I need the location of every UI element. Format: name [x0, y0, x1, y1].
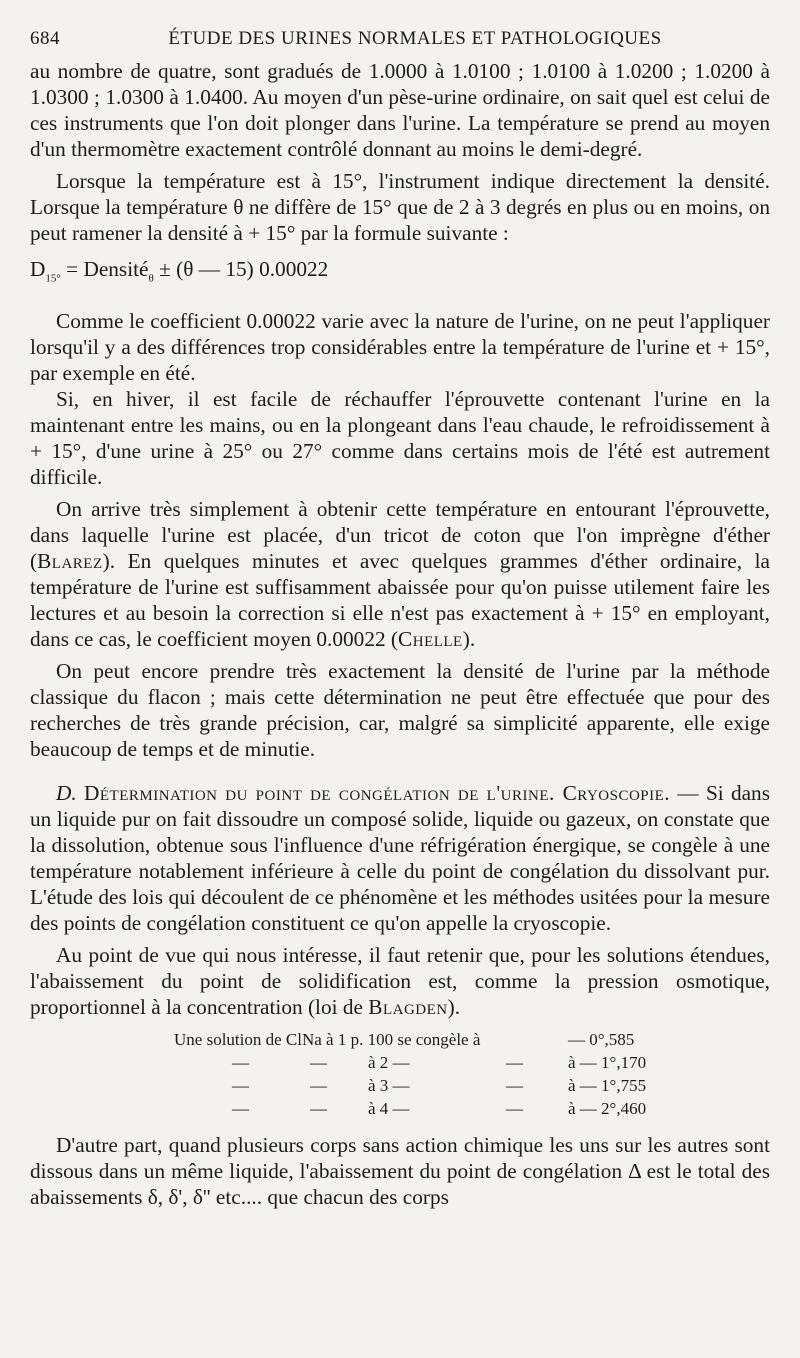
author-chelle: Chelle [398, 627, 463, 651]
p5-middle: ). En quelques minutes et avec quelques grammes d'éther ordinaire, la température de l'urine est suffisamment abaissée pour qu'on puisse utilement faire les lectures et au besoin la correction si elle n'est pas exactement à + 15° en employant, dans ce cas, le coefficient moyen 0.00022 ( [30, 549, 770, 651]
ditto-mark: — [506, 1099, 523, 1118]
formula-lhs: D [30, 257, 46, 281]
paragraph-additivity: D'autre part, quand plusieurs corps sans action chimique les uns sur les autres sont dissous dans un même liquide, l'abaissement du point de congélation Δ est le total des abaissements δ, δ', δ'' etc.... que chacun des corps [30, 1133, 770, 1209]
page-header [30, 22, 770, 58]
row-concentration: à 2 — [368, 1053, 410, 1072]
formula-mid: = Densité [60, 257, 149, 281]
ditto-mark: — [506, 1053, 523, 1072]
p5-before: On arrive très simplement à obtenir cette température en entourant l'éprouvette, dans laquelle l'urine est placée, d'un tricot de coton que l'on imprègne d'éther ( [30, 497, 770, 573]
row-concentration: à 4 — [368, 1099, 410, 1118]
p8-before: Au point de vue qui nous intéresse, il faut retenir que, pour les solutions étendues, l'abaissement du point de solidification est, comme la pression osmotique, proportionnel à la concentration (loi de [30, 943, 770, 1019]
ditto-mark: — [310, 1099, 327, 1118]
ditto-mark: — [232, 1076, 249, 1095]
formula-mid-subscript: θ [148, 272, 154, 285]
table-row [30, 1074, 770, 1097]
section-d-cryoscopy [30, 780, 770, 936]
ditto-mark: — [506, 1076, 523, 1095]
ditto-mark: — [232, 1053, 249, 1072]
row-lead: Une solution de ClNa à 1 p. 100 se congèle à [174, 1030, 481, 1049]
table-row [30, 1097, 770, 1120]
section-text: — Si dans un liquide pur on fait dissoudre un composé solide, liquide ou gazeux, on constate que la dissolution, obtenue sous l'influence d'une réfrigération énergique, se congèle à une température notablement inférieure à celle du point de congélation du dissolvant pur. L'étude des lois qui découlent de ce phénomène et les méthodes usitées pour la mesure des points de congélation constituent ce qu'on appelle la cryoscopie. [30, 781, 770, 935]
formula-rhs: ± (θ — 15) 0.00022 [153, 257, 329, 281]
author-blagden: Blagden [368, 995, 448, 1019]
row-value: — 0°,585 [568, 1030, 635, 1049]
paragraph-temperature: Lorsque la température est à 15°, l'instrument indique directement la densité. Lorsque la température θ ne diffère de 15° que de 2 à 3 degrés en plus ou en moins, on peut ramener la densité à + 15° par la formule suivante : [30, 169, 770, 245]
table-row [30, 1051, 770, 1074]
section-title: Détermination du point de congélation de l'urine. Cryoscopie. [83, 781, 671, 805]
author-blarez: Blarez [37, 549, 103, 573]
paragraph-ether-method [30, 496, 770, 652]
row-value: à — 2°,460 [568, 1099, 647, 1118]
paragraph-blagden-law [30, 942, 770, 1020]
row-concentration: à 3 — [368, 1076, 410, 1095]
p5-after: ). [462, 627, 476, 651]
formula-lhs-subscript: 15° [45, 272, 61, 285]
body-text [30, 58, 770, 1210]
p8-after: ). [447, 995, 461, 1019]
row-value: à — 1°,755 [568, 1076, 647, 1095]
page-number: 684 [30, 28, 60, 49]
section-letter: D. [56, 781, 77, 805]
row-value: à — 1°,170 [568, 1053, 647, 1072]
nacl-freezing-table [30, 1028, 770, 1120]
paragraph-flask-method: On peut encore prendre très exactement la densité de l'urine par la méthode classique du flacon ; mais cette détermination ne peut être effectuée que pour des recherches de très grande précision, car, malgré sa simplicité apparente, elle exige beaucoup de temps et de minutie. [30, 659, 770, 761]
paragraph-coefficient: Comme le coefficient 0.00022 varie avec la nature de l'urine, on ne peut l'appliquer lorsqu'il y a des différences trop considérables entre la température de l'urine et + 15°, par exemple en été. [30, 309, 770, 385]
table-row [30, 1028, 770, 1051]
ditto-mark: — [232, 1099, 249, 1118]
paragraph-winter: Si, en hiver, il est facile de réchauffer l'éprouvette contenant l'urine en la maintenant entre les mains, ou en la plongeant dans l'eau chaude, le refroidissement à + 15°, d'une urine à 25° ou 27° comme dans certains mois de l'été est autrement difficile. [30, 387, 770, 489]
running-title: ÉTUDE DES URINES NORMALES ET PATHOLOGIQUES [168, 28, 662, 49]
density-formula [30, 256, 770, 286]
ditto-mark: — [310, 1053, 327, 1072]
ditto-mark: — [310, 1076, 327, 1095]
paragraph-continued: au nombre de quatre, sont gradués de 1.0000 à 1.0100 ; 1.0100 à 1.0200 ; 1.0200 à 1.0300 ; 1.0300 à 1.0400. Au moyen d'un pèse-urine ordinaire, on sait quel est celui de ces instruments que l'on doit plonger dans l'urine. La température se prend au moyen d'un thermomètre exactement contrôlé donnant au moins le demi-degré. [30, 59, 770, 161]
